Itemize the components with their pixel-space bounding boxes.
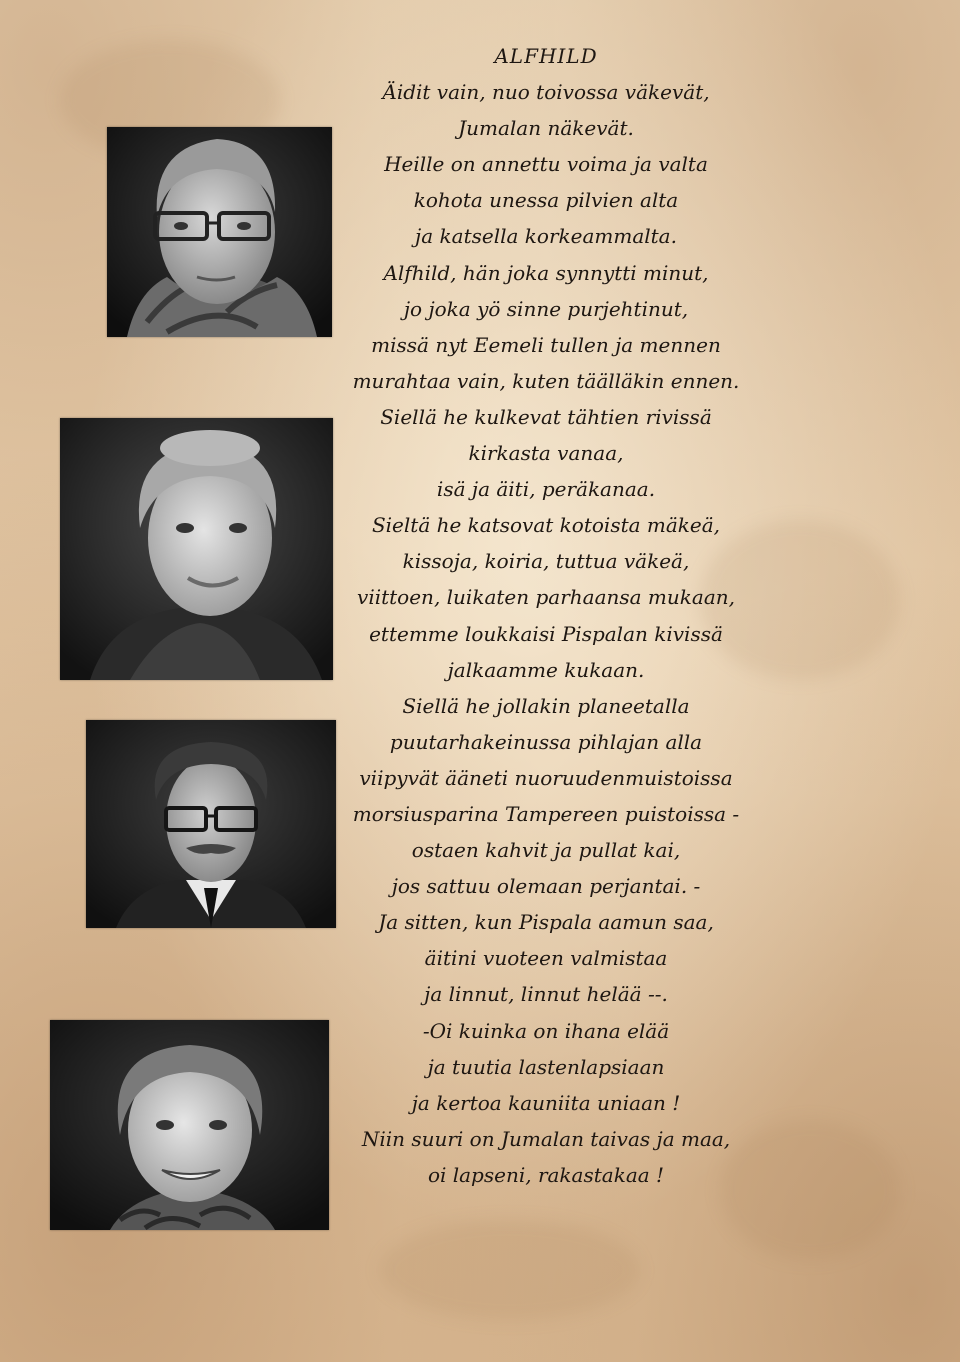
poem-line: jos sattuu olemaan perjantai. - (391, 874, 701, 899)
poem-line: viipyvät ääneti nuoruudenmuistoissa (359, 765, 733, 790)
poem-line: Äidit vain, nuo toivossa väkevät, (382, 80, 710, 105)
poem-line: Siellä he kulkevat tähtien rivissä (380, 404, 712, 429)
poem-line: ja katsella korkeammalta. (415, 224, 677, 249)
poem-line: -Oi kuinka on ihana elää (422, 1018, 670, 1043)
portrait-older-woman (50, 1020, 329, 1230)
poem-line: ja tuutia lastenlapsiaan (427, 1054, 665, 1079)
poem-line: äitini vuoteen valmistaa (424, 946, 668, 971)
poem-line: kissoja, koiria, tuttua väkeä, (402, 549, 690, 574)
portrait-man-glasses-scarf (107, 127, 332, 337)
poem-line: jo joka yö sinne purjehtinut, (403, 296, 689, 321)
poem-line: kirkasta vanaa, (468, 441, 624, 466)
poem-line: ettemme loukkaisi Pispalan kivissä (369, 621, 723, 646)
poem-line: oi lapseni, rakastakaa ! (427, 1162, 665, 1187)
poem-line: Jumalan näkevät. (458, 116, 634, 141)
poem-line: viittoen, luikaten parhaansa mukaan, (357, 585, 735, 610)
poem-line: missä nyt Eemeli tullen ja mennen (371, 332, 721, 357)
poem-title: ALFHILD (494, 44, 598, 68)
portrait-woman-updo (60, 418, 333, 680)
poem-line: murahtaa vain, kuten täälläkin ennen. (352, 368, 740, 393)
poem-line: isä ja äiti, peräkanaa. (436, 477, 656, 502)
poem-line: morsiusparina Tampereen puistoissa - (352, 801, 740, 826)
poem-line: Alfhild, hän joka synnytti minut, (383, 260, 709, 285)
poem-line: kohota unessa pilvien alta (413, 188, 679, 213)
portrait-man-glasses-tie (86, 720, 336, 928)
poem (340, 38, 752, 1193)
poem-line: jalkaamme kukaan. (447, 657, 645, 682)
paper-stain (380, 1220, 640, 1320)
poem-line: Niin suuri on Jumalan taivas ja maa, (361, 1126, 731, 1151)
poem-line: Siellä he jollakin planeetalla (402, 693, 690, 718)
poem-line: ja kertoa kauniita uniaan ! (411, 1090, 681, 1115)
poem-line: puutarhakeinussa pihlajan alla (389, 729, 703, 754)
poem-line: ostaen kahvit ja pullat kai, (411, 838, 681, 863)
poem-line: Sieltä he katsovat kotoista mäkeä, (371, 513, 721, 538)
portrait-photo-4 (50, 1020, 329, 1230)
poem-line: Ja sitten, kun Pispala aamun saa, (378, 910, 714, 935)
portrait-photo-1 (107, 127, 332, 337)
portrait-photo-3 (86, 720, 336, 928)
poem-line: Heille on annettu voima ja valta (384, 152, 708, 177)
poem-line: ja linnut, linnut helää --. (424, 982, 668, 1007)
portrait-photo-2 (60, 418, 333, 680)
